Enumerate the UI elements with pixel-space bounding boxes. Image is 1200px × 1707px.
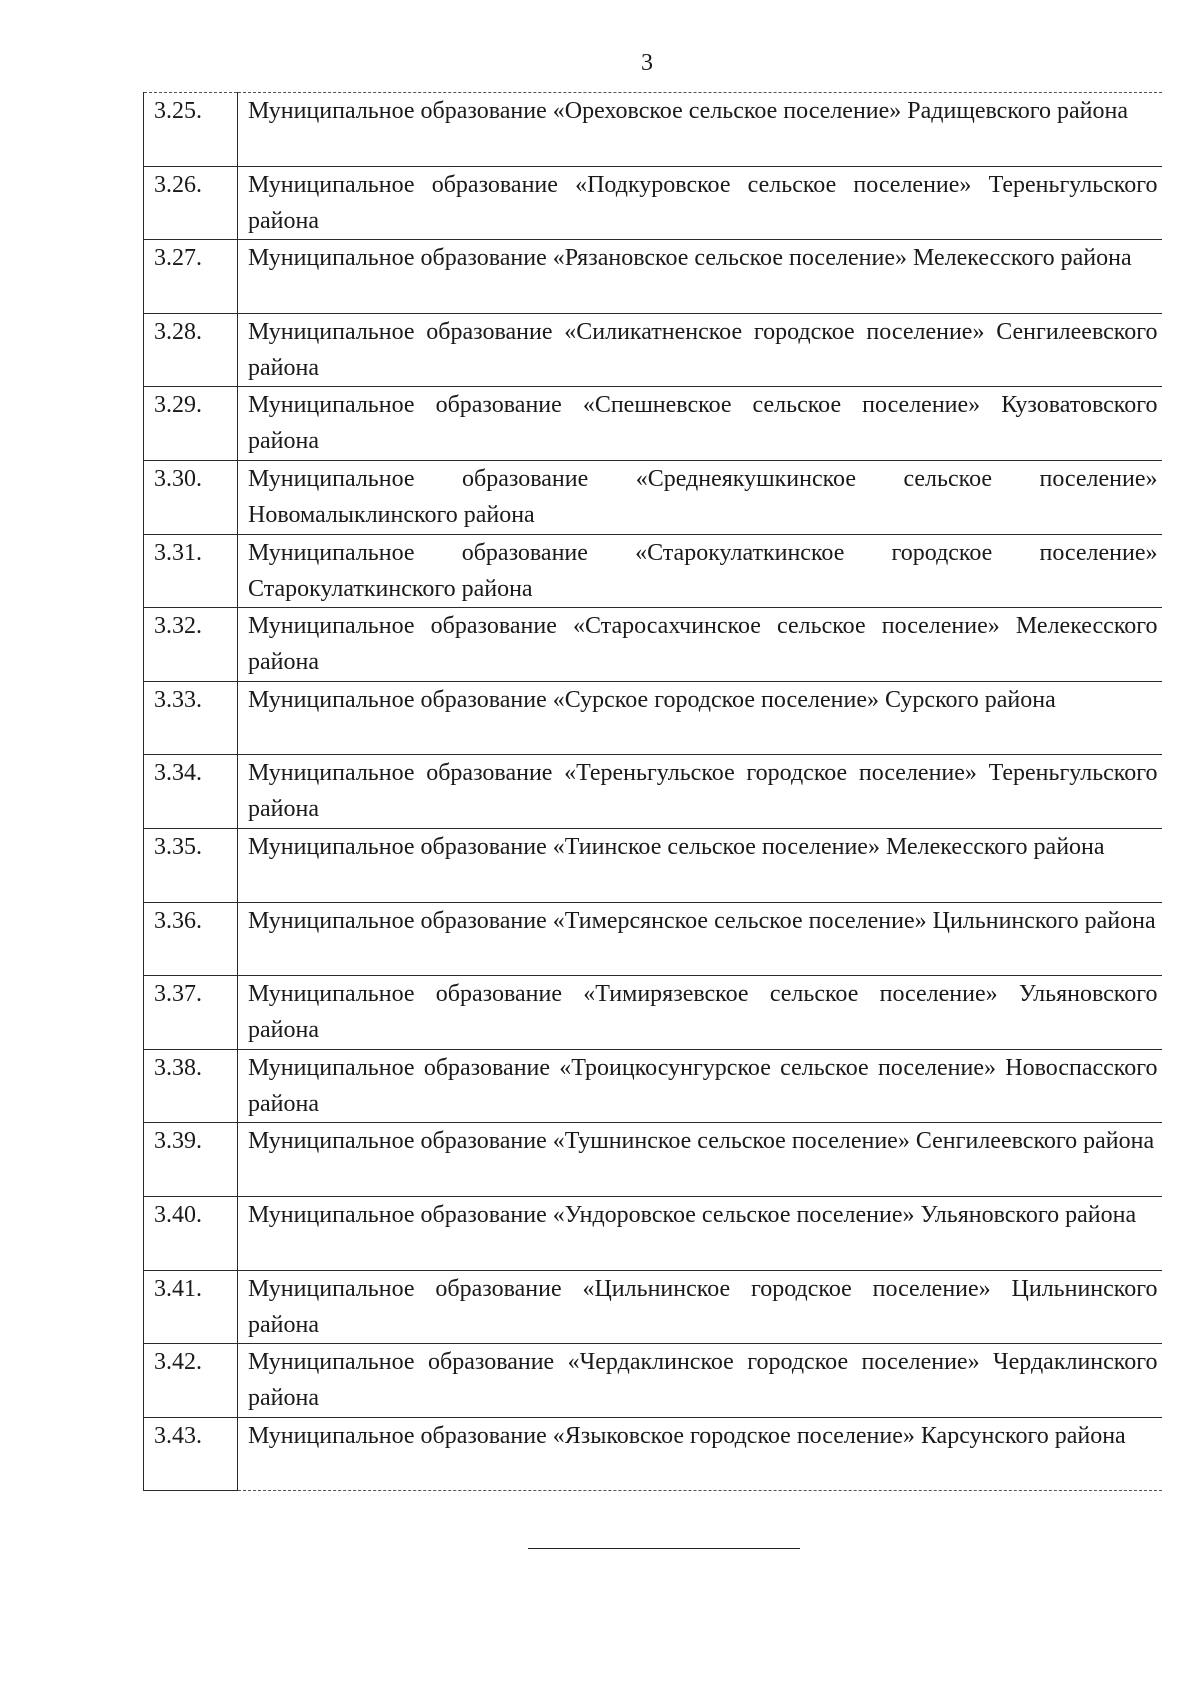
row-text: Муниципальное образование «Троицкосунгурское сельское поселение» Новоспасского района [238, 1049, 1162, 1123]
table-row [144, 902, 1162, 976]
row-text: Муниципальное образование «Цильнинское городское поселение» Цильнинского района [238, 1270, 1162, 1344]
row-text: Муниципальное образование «Силикатненское городское поселение» Сенгилеевского района [238, 313, 1162, 387]
row-number: 3.28. [144, 313, 238, 387]
table-row [144, 1123, 1162, 1197]
table-row [144, 681, 1162, 755]
row-text: Муниципальное образование «Рязановское сельское поселение» Мелекесского района [238, 240, 1162, 314]
table-row [144, 387, 1162, 461]
row-number: 3.39. [144, 1123, 238, 1197]
table-row [144, 93, 1162, 167]
table-row [144, 608, 1162, 682]
row-number: 3.30. [144, 460, 238, 534]
table-row [144, 240, 1162, 314]
row-text: Муниципальное образование «Тимерсянское сельское поселение» Цильнинского района [238, 902, 1162, 976]
table-row [144, 755, 1162, 829]
row-text: Муниципальное образование «Ореховское сельское поселение» Радищевского района [238, 93, 1162, 167]
row-number: 3.42. [144, 1344, 238, 1418]
table-row [144, 976, 1162, 1050]
row-number: 3.29. [144, 387, 238, 461]
row-text: Муниципальное образование «Подкуровское сельское поселение» Тереньгульского района [238, 166, 1162, 240]
row-number: 3.43. [144, 1417, 238, 1491]
row-text: Муниципальное образование «Среднеякушкинское сельское поселение» Новомалыклинского района [238, 460, 1162, 534]
row-text: Муниципальное образование «Старосахчинское сельское поселение» Мелекесского района [238, 608, 1162, 682]
table-row [144, 460, 1162, 534]
row-number: 3.35. [144, 828, 238, 902]
row-number: 3.25. [144, 93, 238, 167]
row-text: Муниципальное образование «Тимирязевское сельское поселение» Ульяновского района [238, 976, 1162, 1050]
page-number: 3 [641, 50, 653, 76]
row-text: Муниципальное образование «Тереньгульское городское поселение» Тереньгульского района [238, 755, 1162, 829]
row-number: 3.36. [144, 902, 238, 976]
table-row [144, 1049, 1162, 1123]
row-number: 3.37. [144, 976, 238, 1050]
row-text: Муниципальное образование «Спешневское сельское поселение» Кузоватовского района [238, 387, 1162, 461]
table-row [144, 1417, 1162, 1491]
row-number: 3.34. [144, 755, 238, 829]
row-text: Муниципальное образование «Старокулаткинское городское поселение» Старокулаткинского района [238, 534, 1162, 608]
row-text: Муниципальное образование «Тиинское сельское поселение» Мелекесского района [238, 828, 1162, 902]
row-number: 3.32. [144, 608, 238, 682]
table-row [144, 166, 1162, 240]
table-row [144, 828, 1162, 902]
row-number: 3.40. [144, 1196, 238, 1270]
row-text: Муниципальное образование «Сурское городское поселение» Сурского района [238, 681, 1162, 755]
table-row [144, 1196, 1162, 1270]
table-row [144, 313, 1162, 387]
row-number: 3.33. [144, 681, 238, 755]
row-number: 3.41. [144, 1270, 238, 1344]
row-number: 3.27. [144, 240, 238, 314]
row-text: Муниципальное образование «Ундоровское сельское поселение» Ульяновского района [238, 1196, 1162, 1270]
table-row [144, 1344, 1162, 1418]
municipalities-table [143, 92, 1162, 1491]
closing-rule [528, 1548, 800, 1549]
table-row [144, 1270, 1162, 1344]
row-text: Муниципальное образование «Чердаклинское городское поселение» Чердаклинского района [238, 1344, 1162, 1418]
table-row [144, 534, 1162, 608]
row-number: 3.31. [144, 534, 238, 608]
row-text: Муниципальное образование «Языковское городское поселение» Карсунского района [238, 1417, 1162, 1491]
row-number: 3.38. [144, 1049, 238, 1123]
row-text: Муниципальное образование «Тушнинское сельское поселение» Сенгилеевского района [238, 1123, 1162, 1197]
row-number: 3.26. [144, 166, 238, 240]
